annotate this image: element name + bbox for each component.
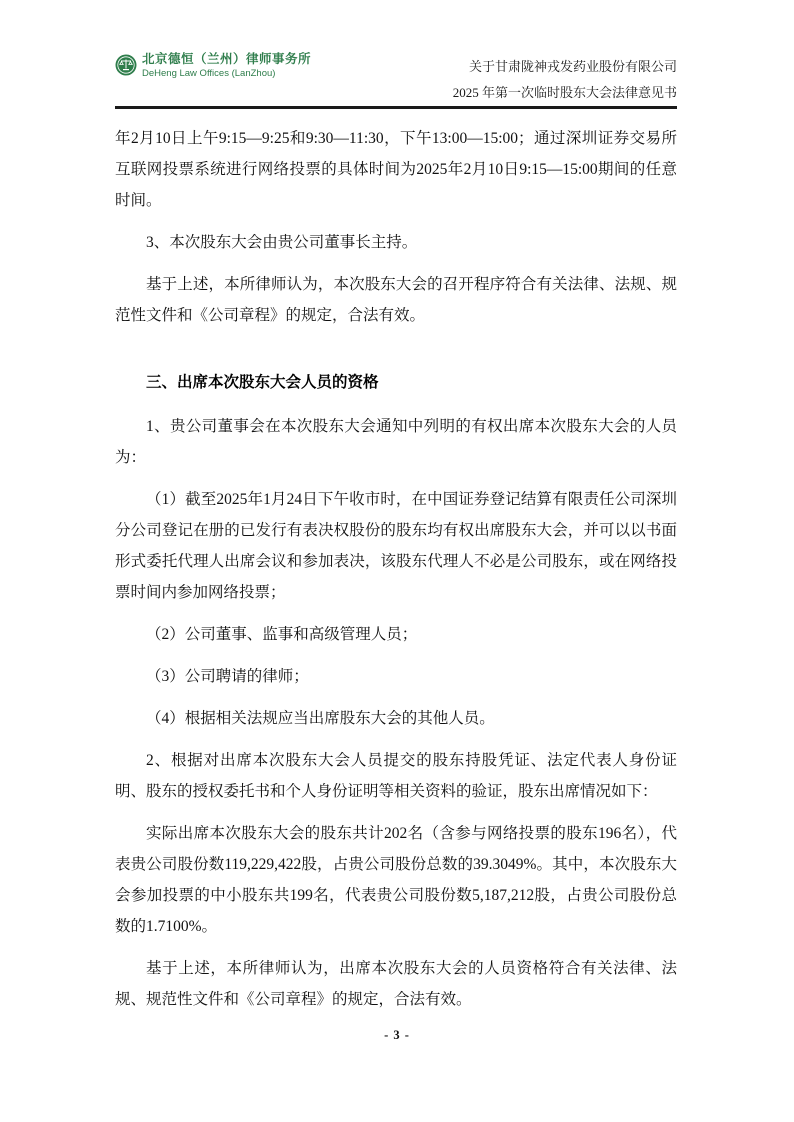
paragraph: 实际出席本次股东大会的股东共计202名（含参与网络投票的股东196名），代表贵公司股份数119,229,422股，占贵公司股份总数的39.3049%。其中，本次股东大会参加投票的中小股东共199名，代表贵公司股份数5,187,212股，占贵公司股份总数的1.7100%。 xyxy=(115,825,677,935)
paragraph: 1、贵公司董事会在本次股东大会通知中列明的有权出席本次股东大会的人员为： xyxy=(115,418,677,466)
firm-name-chinese: 北京德恒（兰州）律师事务所 xyxy=(142,52,312,66)
law-firm-seal-icon xyxy=(115,54,137,76)
header-divider xyxy=(115,106,677,109)
paragraph: （2）公司董事、监事和高级管理人员； xyxy=(146,626,418,643)
paragraph: 年2月10日上午9:15—9:25和9:30—11:30，下午13:00—15:00；通过深圳证券交易所互联网投票系统进行网络投票的具体时间为2025年2月10日9:15—15:00期间的任意时间。 xyxy=(115,130,677,209)
firm-identity xyxy=(115,53,311,78)
paragraph: （3）公司聘请的律师； xyxy=(146,668,309,685)
section-heading: 三、出席本次股东大会人员的资格 xyxy=(146,374,379,391)
document-title-block xyxy=(453,53,677,99)
page-footer xyxy=(0,1028,794,1043)
document-header xyxy=(115,53,677,99)
firm-name-english: DeHeng Law Offices (LanZhou) xyxy=(142,67,276,79)
document-body xyxy=(115,123,677,1015)
firm-name-block xyxy=(142,53,311,78)
paragraph: 3、本次股东大会由贵公司董事长主持。 xyxy=(146,234,418,251)
paragraph: 2、根据对出席本次股东大会人员提交的股东持股凭证、法定代表人身份证明、股东的授权委托书和个人身份证明等相关资料的验证，股东出席情况如下： xyxy=(115,752,677,800)
paragraph: 基于上述，本所律师认为，出席本次股东大会的人员资格符合有关法律、法规、规范性文件和《公司章程》的规定，合法有效。 xyxy=(115,960,677,1008)
document-subject-line: 关于甘肃陇神戎发药业股份有限公司 xyxy=(468,59,677,74)
paragraph: 基于上述，本所律师认为，本次股东大会的召开程序符合有关法律、法规、规范性文件和《公司章程》的规定，合法有效。 xyxy=(115,276,677,324)
paragraph: （1）截至2025年1月24日下午收市时，在中国证券登记结算有限责任公司深圳分公司登记在册的已发行有表决权股份的股东均有权出席股东大会，并可以以书面形式委托代理人出席会议和参加表决，该股东代理人不必是公司股东，或在网络投票时间内参加网络投票； xyxy=(115,491,677,601)
paragraph: （4）根据相关法规应当出席股东大会的其他人员。 xyxy=(146,710,495,727)
document-title-line: 2025 年第一次临时股东大会法律意见书 xyxy=(452,85,677,100)
page-number: - 3 - xyxy=(384,1028,410,1042)
